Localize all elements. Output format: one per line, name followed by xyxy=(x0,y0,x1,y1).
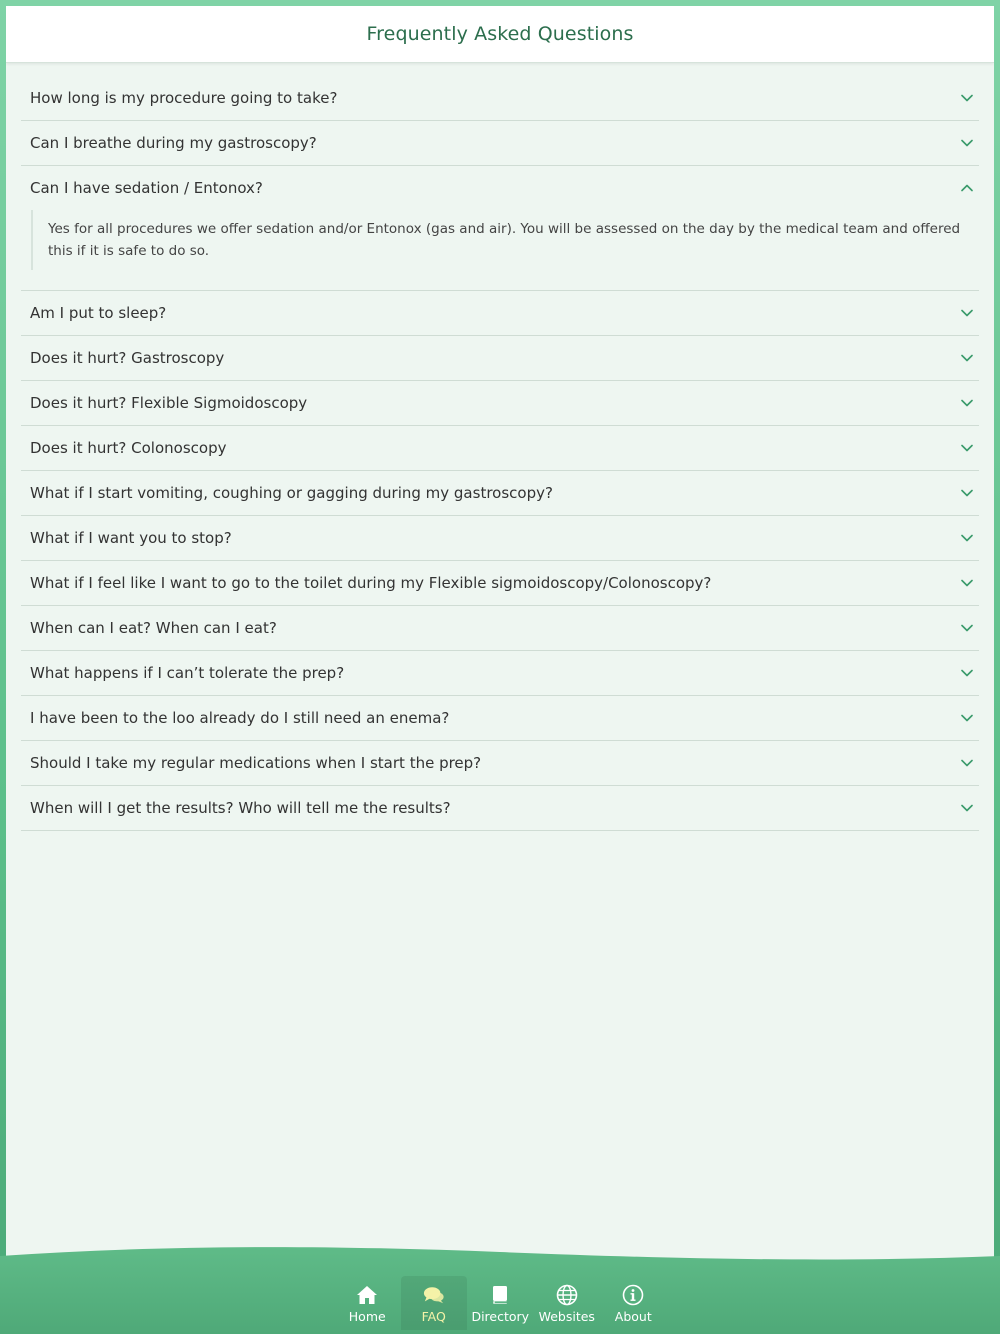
faq-question-toggle[interactable] xyxy=(21,336,979,380)
home-icon xyxy=(356,1284,378,1306)
faq-question-text: Am I put to sleep? xyxy=(30,304,167,322)
tab-directory[interactable] xyxy=(467,1276,534,1330)
faq-question-toggle[interactable] xyxy=(21,696,979,740)
app-frame xyxy=(6,6,994,1296)
tab-about[interactable] xyxy=(600,1276,667,1330)
faq-question-toggle[interactable] xyxy=(21,76,979,120)
faq-question-toggle[interactable] xyxy=(21,786,979,830)
faq-item xyxy=(21,741,979,786)
faq-item xyxy=(21,516,979,561)
faq-question-text: Can I have sedation / Entonox? xyxy=(30,179,263,197)
tab-label: FAQ xyxy=(421,1309,446,1324)
faq-question-toggle[interactable] xyxy=(21,166,979,210)
chevron-down-icon xyxy=(961,307,973,319)
faq-question-toggle[interactable] xyxy=(21,426,979,470)
faq-question-toggle[interactable] xyxy=(21,381,979,425)
tab-list xyxy=(334,1276,667,1332)
tab-faq[interactable] xyxy=(401,1276,468,1330)
faq-question-toggle[interactable] xyxy=(21,741,979,785)
faq-item xyxy=(21,76,979,121)
faq-question-text: I have been to the loo already do I still need an enema? xyxy=(30,709,450,727)
chat-bubbles-icon xyxy=(423,1284,445,1306)
faq-item xyxy=(21,471,979,516)
chevron-down-icon xyxy=(961,667,973,679)
faq-question-text: What happens if I can’t tolerate the prep? xyxy=(30,664,345,682)
faq-item xyxy=(21,651,979,696)
chevron-down-icon xyxy=(961,397,973,409)
page-header xyxy=(6,6,994,63)
faq-question-text: What if I want you to stop? xyxy=(30,529,232,547)
tab-label: Directory xyxy=(471,1309,530,1324)
faq-question-toggle[interactable] xyxy=(21,561,979,605)
chevron-down-icon xyxy=(961,577,973,589)
info-icon xyxy=(622,1284,644,1306)
chevron-up-icon xyxy=(961,182,973,194)
book-icon xyxy=(489,1284,511,1306)
faq-question-text: When will I get the results? Who will tell me the results? xyxy=(30,799,451,817)
tab-websites[interactable] xyxy=(534,1276,601,1330)
faq-question-toggle[interactable] xyxy=(21,291,979,335)
chevron-down-icon xyxy=(961,352,973,364)
tab-label: Home xyxy=(348,1309,386,1324)
faq-question-text: When can I eat? When can I eat? xyxy=(30,619,277,637)
tab-home[interactable] xyxy=(334,1276,401,1330)
chevron-down-icon xyxy=(961,137,973,149)
faq-question-text: Does it hurt? Colonoscopy xyxy=(30,439,227,457)
faq-item xyxy=(21,606,979,651)
faq-question-toggle[interactable] xyxy=(21,516,979,560)
chevron-down-icon xyxy=(961,487,973,499)
faq-question-toggle[interactable] xyxy=(21,651,979,695)
faq-question-toggle[interactable] xyxy=(21,606,979,650)
chevron-down-icon xyxy=(961,802,973,814)
tab-label: Websites xyxy=(538,1309,595,1324)
faq-question-text: How long is my procedure going to take? xyxy=(30,89,338,107)
faq-item xyxy=(21,121,979,166)
chevron-down-icon xyxy=(961,712,973,724)
chevron-down-icon xyxy=(961,92,973,104)
faq-item xyxy=(21,381,979,426)
faq-question-text: What if I start vomiting, coughing or gagging during my gastroscopy? xyxy=(30,484,553,502)
chevron-down-icon xyxy=(961,532,973,544)
bottom-tab-bar xyxy=(0,1246,1000,1334)
faq-question-text: What if I feel like I want to go to the toilet during my Flexible sigmoidoscopy/Colonoscopy? xyxy=(30,574,712,592)
globe-icon xyxy=(556,1284,578,1306)
chevron-down-icon xyxy=(961,442,973,454)
faq-item xyxy=(21,696,979,741)
faq-question-toggle[interactable] xyxy=(21,121,979,165)
faq-item xyxy=(21,291,979,336)
faq-question-text: Does it hurt? Gastroscopy xyxy=(30,349,225,367)
page-title: Frequently Asked Questions xyxy=(366,23,634,45)
faq-answer-text: Yes for all procedures we offer sedation and/or Entonox (gas and air). You will be assessed on the day by the medical team and offered this if it is safe to do so. xyxy=(31,210,969,270)
faq-item xyxy=(21,166,979,291)
faq-item xyxy=(21,336,979,381)
faq-item xyxy=(21,786,979,831)
faq-question-text: Does it hurt? Flexible Sigmoidoscopy xyxy=(30,394,308,412)
faq-item xyxy=(21,426,979,471)
tab-label: About xyxy=(614,1309,652,1324)
faq-question-toggle[interactable] xyxy=(21,471,979,515)
faq-list xyxy=(21,76,979,831)
chevron-down-icon xyxy=(961,622,973,634)
chevron-down-icon xyxy=(961,757,973,769)
faq-question-text: Should I take my regular medications when I start the prep? xyxy=(30,754,482,772)
faq-question-text: Can I breathe during my gastroscopy? xyxy=(30,134,317,152)
faq-item xyxy=(21,561,979,606)
